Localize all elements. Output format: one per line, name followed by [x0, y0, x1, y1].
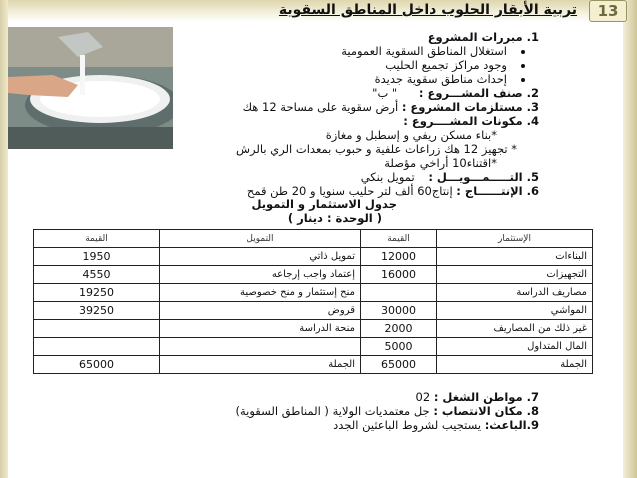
- header-investment: الإستثمار: [437, 230, 593, 248]
- item-9: 9.الباعث: يستجيب لشروط الباعثين الجدد: [333, 418, 539, 432]
- cell: 19250: [34, 284, 160, 302]
- cell: منح إستثمار و منح خصوصية: [160, 284, 361, 302]
- item-3: 3. مستلزمات المشروع : أرض سقوية على مساحة 12 هك: [242, 100, 539, 114]
- cell: [34, 320, 160, 338]
- table-unit: ( الوحدة : دينار ): [287, 211, 382, 225]
- header-financing: التمويل: [160, 230, 361, 248]
- right-decor-band: [623, 0, 637, 478]
- table-title: جدول الاستثمار و التمويل: [251, 197, 397, 211]
- cell: 4550: [34, 266, 160, 284]
- cell: المال المتداول: [437, 338, 593, 356]
- slide-title: تربية الأبقار الحلوب داخل المناطق السقوية: [278, 2, 577, 18]
- cell: التجهيزات: [437, 266, 593, 284]
- bullet-icon: [521, 78, 525, 82]
- item-4-line-3: *اقتناء10 أراخي مؤصلة: [384, 156, 497, 170]
- cell: قروض: [160, 302, 361, 320]
- cell: 2000: [361, 320, 437, 338]
- investment-table: [33, 229, 593, 374]
- header-value: القيمة: [361, 230, 437, 248]
- cell: البناءات: [437, 248, 593, 266]
- cell: الجملة: [437, 356, 593, 374]
- item-4-heading: 4. مكونات المشــــروع :: [403, 114, 539, 128]
- table-row: [34, 248, 593, 266]
- cell: مصاريف الدراسة: [437, 284, 593, 302]
- table-header-row: [34, 230, 593, 248]
- cell: 30000: [361, 302, 437, 320]
- item-1-bullet-2: وجود مراكز تجميع الحليب: [385, 58, 525, 72]
- item-1-heading: 1. مبررات المشروع: [427, 30, 539, 44]
- left-decor-band: [0, 0, 8, 478]
- table-row: [34, 266, 593, 284]
- table-row: [34, 320, 593, 338]
- cell: إعتماد واجب إرجاعه: [160, 266, 361, 284]
- cell: 65000: [34, 356, 160, 374]
- cell: المواشي: [437, 302, 593, 320]
- slide-number: 13: [589, 0, 627, 22]
- cell: 16000: [361, 266, 437, 284]
- cell: 12000: [361, 248, 437, 266]
- bullet-icon: [521, 64, 525, 68]
- cell: [34, 338, 160, 356]
- cell: 65000: [361, 356, 437, 374]
- item-2: 2. صنف المشـــروع : " ب": [372, 86, 539, 100]
- item-4-line-1: *بناء مسكن ريفي و إسطبل و مغازة: [325, 128, 497, 142]
- cell: تمويل ذاتي: [160, 248, 361, 266]
- item-7: 7. مواطن الشغل : 02: [415, 390, 539, 404]
- item-8: 8. مكان الانتصاب : جل معتمديات الولاية ( المناطق السقوية): [235, 404, 539, 418]
- table-total-row: [34, 356, 593, 374]
- item-4-line-2: * تجهيز 12 هك زراعات علفية و حبوب بمعدات الري بالرش: [235, 142, 517, 156]
- cell: منحة الدراسة: [160, 320, 361, 338]
- table-row: [34, 302, 593, 320]
- cell: [160, 338, 361, 356]
- cell: الجملة: [160, 356, 361, 374]
- table-row: [34, 284, 593, 302]
- cell: 1950: [34, 248, 160, 266]
- cell: 5000: [361, 338, 437, 356]
- milk-photo: [8, 27, 173, 149]
- header-value-2: القيمة: [34, 230, 160, 248]
- item-6: 6. الإنتــــــاج : إنتاج60 ألف لتر حليب سنويا و 20 طن قمح: [246, 184, 539, 198]
- item-1-bullet-1: استغلال المناطق السقوية العمومية: [341, 44, 525, 58]
- table-row: [34, 338, 593, 356]
- cell: [361, 284, 437, 302]
- item-1-bullet-3: إحداث مناطق سقوية جديدة: [375, 72, 525, 86]
- item-5: 5. التـــــمـــويـــل : تمويل بنكي: [360, 170, 539, 184]
- cell: 39250: [34, 302, 160, 320]
- cell: غير ذلك من المصاريف: [437, 320, 593, 338]
- bullet-icon: [521, 50, 525, 54]
